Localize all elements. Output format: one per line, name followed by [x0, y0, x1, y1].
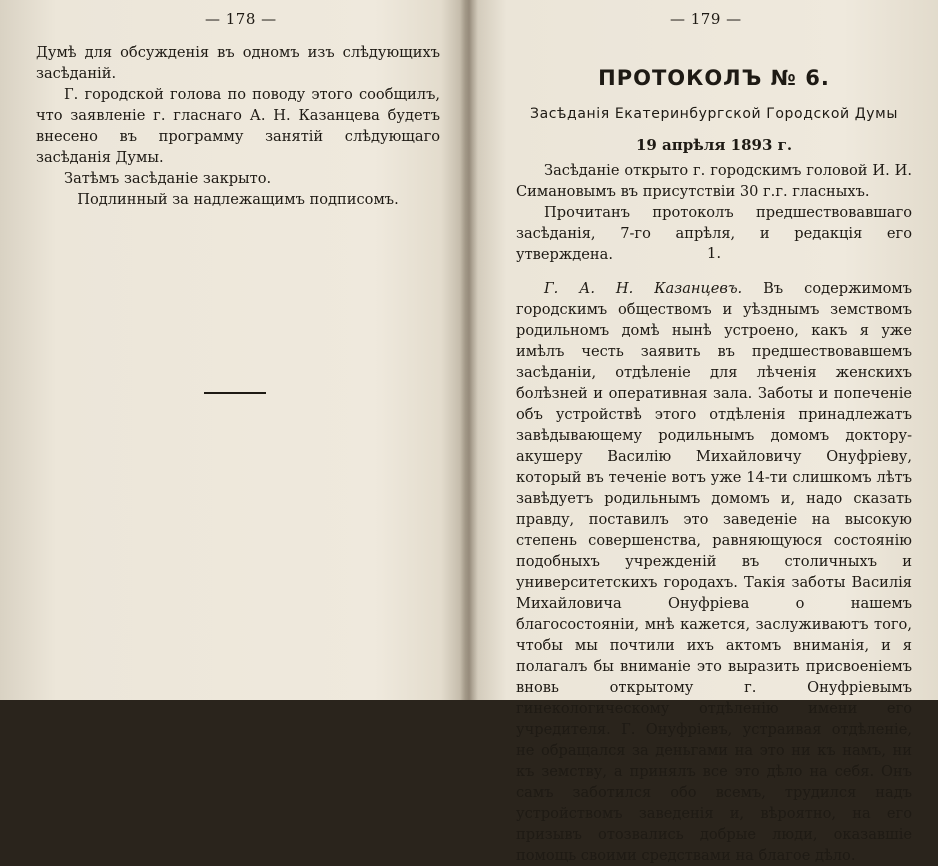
signature-note: Подлинный за надлежащимъ подписомъ.	[77, 191, 399, 208]
left-page-text	[36, 42, 440, 210]
opening-paragraph-1: Засѣданіе открыто г. городскимъ головой И. И. Симановымъ въ присутствіи 30 г.г. гласныхъ.	[516, 162, 912, 200]
speaker-name: Г. А. Н. Казанцевъ.	[544, 280, 743, 297]
left-paragraph-2: Г. городской голова по поводу этого сообщилъ, что заявленіе г. гласнаго А. Н. Казанцева будетъ внесено въ программу занятій слѣдующаго засѣданія Думы.	[36, 86, 440, 166]
end-rule	[204, 392, 266, 394]
section-number: 1.	[706, 244, 722, 262]
left-paragraph-1: Думѣ для обсужденія въ одномъ изъ слѣдующихъ засѣданій.	[36, 44, 440, 82]
protocol-date: 19 апрѣля 1893 г.	[635, 136, 793, 154]
protocol-subtitle: Засѣданія Екатеринбургской Городской Думы	[530, 106, 898, 122]
right-page	[470, 0, 938, 864]
left-page-number: — 178 —	[205, 10, 277, 28]
protocol-title: ПРОТОКОЛЪ № 6.	[598, 66, 830, 90]
left-page	[0, 0, 468, 700]
right-page-number: — 179 —	[670, 10, 742, 28]
speech-body: Въ содержимомъ городскимъ обществомъ и уѣзднымъ земствомъ родильномъ домѣ нынѣ устроено, какъ я уже имѣлъ честь заявить въ предшествовавшемъ засѣданіи, отдѣленіе для лѣченія женскихъ болѣзней и оперативная зала. Заботы и попеченіе объ устройствѣ этого отдѣленія принадлежатъ завѣдывающему родильнымъ домомъ доктору-акушеру Василію Михайловичу Онуфріеву, который въ теченіе вотъ уже 14-ти слишкомъ лѣтъ завѣдуетъ родильнымъ домомъ и, надо сказать правду, поставилъ это заведеніе на высокую степень совершенства, равняющуюся состоянію подобныхъ учрежденій въ столичныхъ и университетскихъ городахъ. Такія заботы Василія Михайловича Онуфріева о нашемъ благосостояніи, мнѣ кажется, заслуживаютъ того, чтобы мы почтили ихъ актомъ вниманія, и я полагалъ бы вниманіе это выразить присвоеніемъ вновь открытому г. Онуфріевымъ гинекологическому отдѣленію имени его учредителя. Г. Онуфріевъ, устраивая отдѣленіе, не обращался за деньгами на это ни къ намъ, ни къ земству, а принялъ все это дѣло на себя. Онъ самъ заботился обо всемъ, трудился надъ устройствомъ заведенія и, вѣроятно, на его призывъ отозвались добрые люди, оказавшіе помощь своими средствами на благое дѣло.	[516, 280, 912, 864]
opening-paragraph-2: Прочитанъ протоколъ предшествовавшаго засѣданія, 7-го апрѣля, и редакція его утверждена.	[516, 204, 912, 263]
speech-text	[516, 278, 912, 866]
closing-line: Затѣмъ засѣданіе закрыто.	[64, 170, 272, 187]
